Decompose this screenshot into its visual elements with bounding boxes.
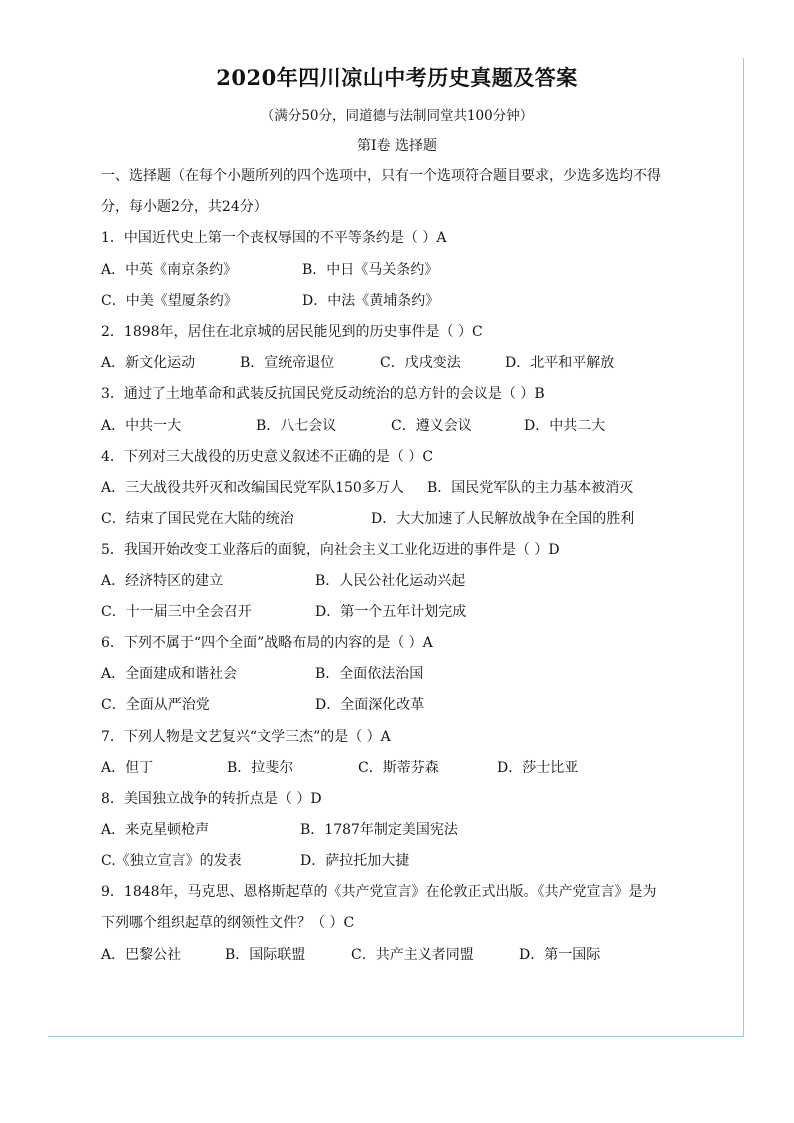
- page-subtitle: （满分50分，同道德与法制同堂共100分钟）: [260, 108, 534, 124]
- question-3-stem: 3．通过了土地革命和武装反抗国民党反动统治的总方针的会议是（ ）B: [101, 386, 545, 402]
- question-8-option-d: D．萨拉托加大捷: [300, 853, 410, 869]
- question-9-option-d: D．第一国际: [519, 947, 601, 963]
- question-7-option-d: D．莎士比亚: [497, 760, 579, 776]
- question-1-option-c: C．中美《望厦条约》: [101, 293, 238, 309]
- question-9-stem-continued: 下列哪个组织起草的纲领性文件？（ ）C: [101, 915, 355, 931]
- question-4-option-c: C．结束了国民党在大陆的统治: [101, 511, 294, 527]
- question-6-option-b: B．全面依法治国: [315, 666, 424, 682]
- instructions-line-2: 分，每小题2分，共24分）: [101, 199, 268, 215]
- question-1-stem: 1．中国近代史上第一个丧权辱国的不平等条约是（ ）A: [101, 230, 447, 246]
- question-5-option-d: D．第一个五年计划完成: [315, 604, 467, 620]
- question-8-option-a: A．来克星顿枪声: [101, 822, 210, 838]
- question-5-option-c: C．十一届三中全会召开: [101, 604, 252, 620]
- question-5-option-b: B．人民公社化运动兴起: [315, 573, 466, 589]
- question-5-option-a: A．经济特区的建立: [101, 573, 224, 589]
- instructions-line-1: 一、选择题（在每个小题所列的四个选项中，只有一个选项符合题目要求，少选多选均不得: [101, 168, 661, 184]
- question-6-stem: 6．下列不属于“四个全面”战略布局的内容的是（ ）A: [101, 635, 433, 651]
- question-8-option-c: C.《独立宣言》的发表: [101, 853, 242, 869]
- page-border-right: [743, 58, 744, 1037]
- question-1-option-d: D．中法《黄埔条约》: [302, 293, 440, 309]
- question-8-stem: 8．美国独立战争的转折点是（ ）D: [101, 791, 322, 807]
- page-title: 2020年四川凉山中考历史真题及答案: [216, 65, 578, 90]
- question-9-option-c: C．共产主义者同盟: [351, 947, 474, 963]
- question-2-option-d: D．北平和平解放: [505, 355, 615, 371]
- question-2-option-c: C．戊戌变法: [380, 355, 461, 371]
- question-4-stem: 4．下列对三大战役的历史意义叙述不正确的是（ ）C: [101, 449, 434, 465]
- question-7-option-c: C．斯蒂芬森: [358, 760, 439, 776]
- question-2-option-a: A．新文化运动: [101, 355, 196, 371]
- question-3-option-b: B．八七会议: [256, 418, 337, 434]
- question-7-option-b: B．拉斐尔: [227, 760, 294, 776]
- question-1-option-a: A．中英《南京条约》: [101, 262, 238, 278]
- question-4-option-a: A．三大战役共歼灭和改编国民党军队150多万人: [101, 480, 404, 496]
- question-6-option-a: A．全面建成和谐社会: [101, 666, 238, 682]
- question-5-stem: 5．我国开始改变工业落后的面貌，向社会主义工业化迈进的事件是（ ）D: [101, 542, 560, 558]
- question-3-option-c: C．遵义会议: [391, 418, 472, 434]
- question-9-stem: 9．1848年，马克思、恩格斯起草的《共产党宣言》在伦敦正式出版。《共产党宣言》是为: [101, 884, 657, 900]
- question-7-stem: 7．下列人物是文艺复兴“文学三杰”的是（ ）A: [101, 729, 391, 745]
- section-heading: 第Ⅰ卷 选择题: [357, 138, 437, 154]
- question-4-option-b: B．国民党军队的主力基本被消灭: [427, 480, 634, 496]
- question-3-option-d: D．中共二大: [524, 418, 606, 434]
- question-7-option-a: A．但丁: [101, 760, 154, 776]
- question-9-option-b: B．国际联盟: [225, 947, 306, 963]
- question-6-option-c: C．全面从严治党: [101, 697, 210, 713]
- question-9-option-a: A．巴黎公社: [101, 947, 182, 963]
- page-border-bottom: [48, 1036, 744, 1037]
- question-8-option-b: B．1787年制定美国宪法: [300, 822, 458, 838]
- question-3-option-a: A．中共一大: [101, 418, 182, 434]
- question-2-option-b: B．宣统帝退位: [240, 355, 335, 371]
- question-1-option-b: B．中日《马关条约》: [302, 262, 439, 278]
- question-6-option-d: D．全面深化改革: [315, 697, 425, 713]
- question-4-option-d: D．大大加速了人民解放战争在全国的胜利: [371, 511, 635, 527]
- question-2-stem: 2．1898年，居住在北京城的居民能见到的历史事件是（ ）C: [101, 324, 483, 340]
